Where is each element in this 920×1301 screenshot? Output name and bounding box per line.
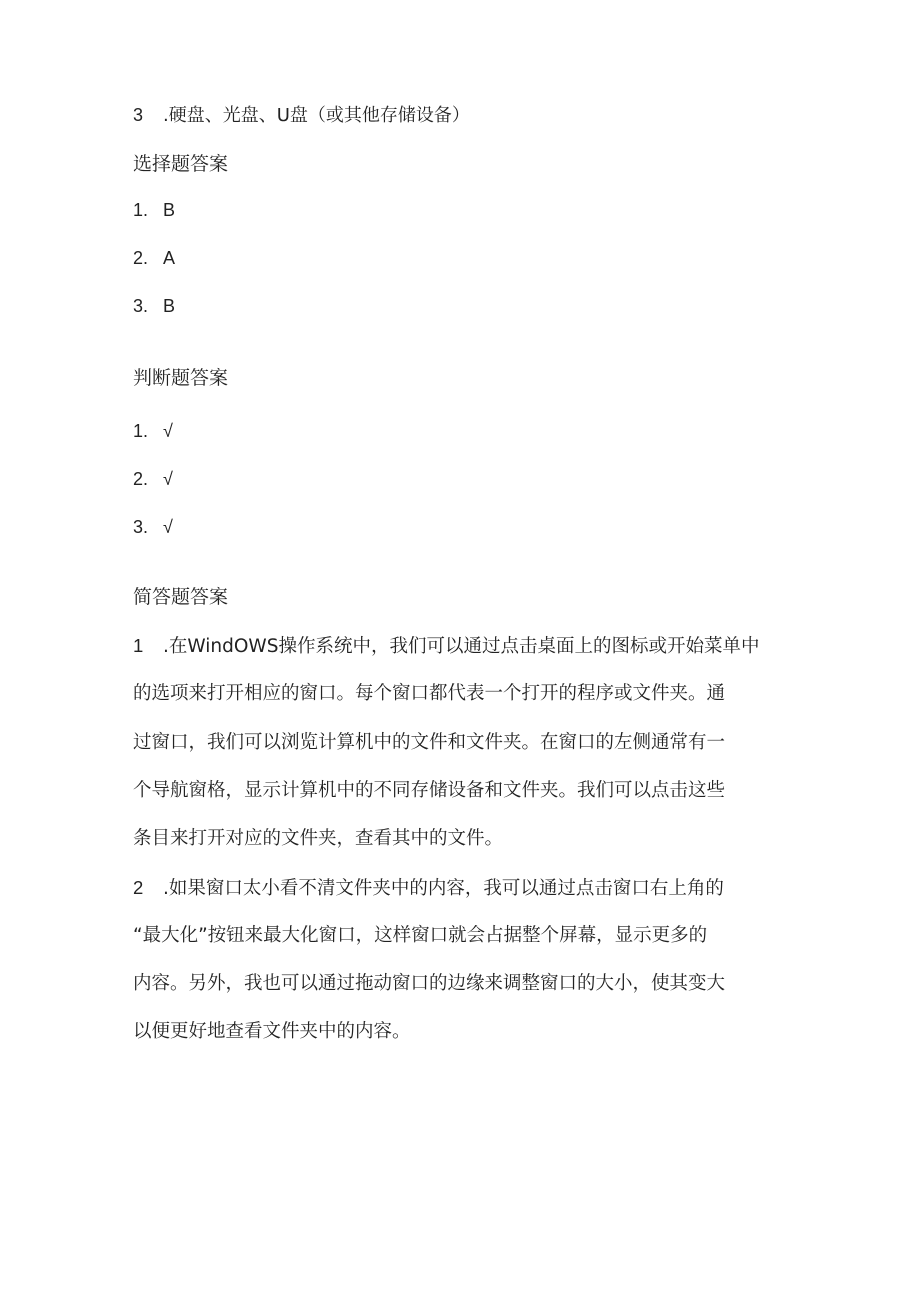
item-number: 3. [133, 517, 149, 537]
short-answer-1-line [133, 634, 788, 659]
short-answer-2-line: 以便更好地查看文件夹中的内容。 [133, 1021, 411, 1042]
choice-answer-item [133, 246, 175, 271]
paragraph-text: .在WindOWS操作系统中，我们可以通过点击桌面上的图标或开始菜单中 [163, 636, 760, 657]
short-answer-1-line: 的选项来打开相应的窗口。每个窗口都代表一个打开的程序或文件夹。通 [133, 683, 726, 704]
short-answer-2-line: “最大化”按钮来最大化窗口，这样窗口就会占据整个屏幕，显示更多的 [133, 925, 708, 946]
item-answer: B [163, 200, 176, 220]
choice-answer-item [133, 198, 175, 223]
top-answer-item [133, 103, 470, 128]
short-answer-2-line: 内容。另外，我也可以通过拖动窗口的边缘来调整窗口的大小，使其变大 [133, 973, 726, 994]
item-number: 1. [133, 421, 149, 441]
item-answer: √ [163, 517, 173, 537]
item-number: 2. [133, 469, 149, 489]
item-number: 1 [133, 635, 144, 656]
choice-answer-item [133, 294, 175, 319]
item-number: 3 [133, 105, 144, 125]
judge-answer-item [133, 515, 173, 540]
item-answer: A [163, 248, 176, 268]
item-number: 3. [133, 296, 149, 316]
paragraph-text: .如果窗口太小看不清文件夹中的内容，我可以通过点击窗口右上角的 [163, 878, 724, 899]
short-answer-1-line: 条目来打开对应的文件夹，查看其中的文件。 [133, 828, 504, 849]
item-answer: √ [163, 469, 173, 489]
item-answer: B [163, 296, 176, 316]
short-answers-heading: 简答题答案 [133, 586, 229, 608]
choice-answers-heading: 选择题答案 [133, 153, 229, 175]
item-text: .硬盘、光盘、U盘（或其他存储设备） [163, 105, 470, 126]
judge-answers-heading: 判断题答案 [133, 367, 229, 389]
item-number: 2 [133, 877, 144, 898]
judge-answer-item [133, 467, 173, 492]
short-answer-1-line: 个导航窗格，显示计算机中的不同存储设备和文件夹。我们可以点击这些 [133, 780, 726, 801]
item-answer: √ [163, 421, 173, 441]
short-answer-1-line: 过窗口，我们可以浏览计算机中的文件和文件夹。在窗口的左侧通常有一 [133, 732, 726, 753]
item-number: 2. [133, 248, 149, 268]
item-number: 1. [133, 200, 149, 220]
short-answer-2-line [133, 876, 788, 901]
judge-answer-item [133, 419, 173, 444]
